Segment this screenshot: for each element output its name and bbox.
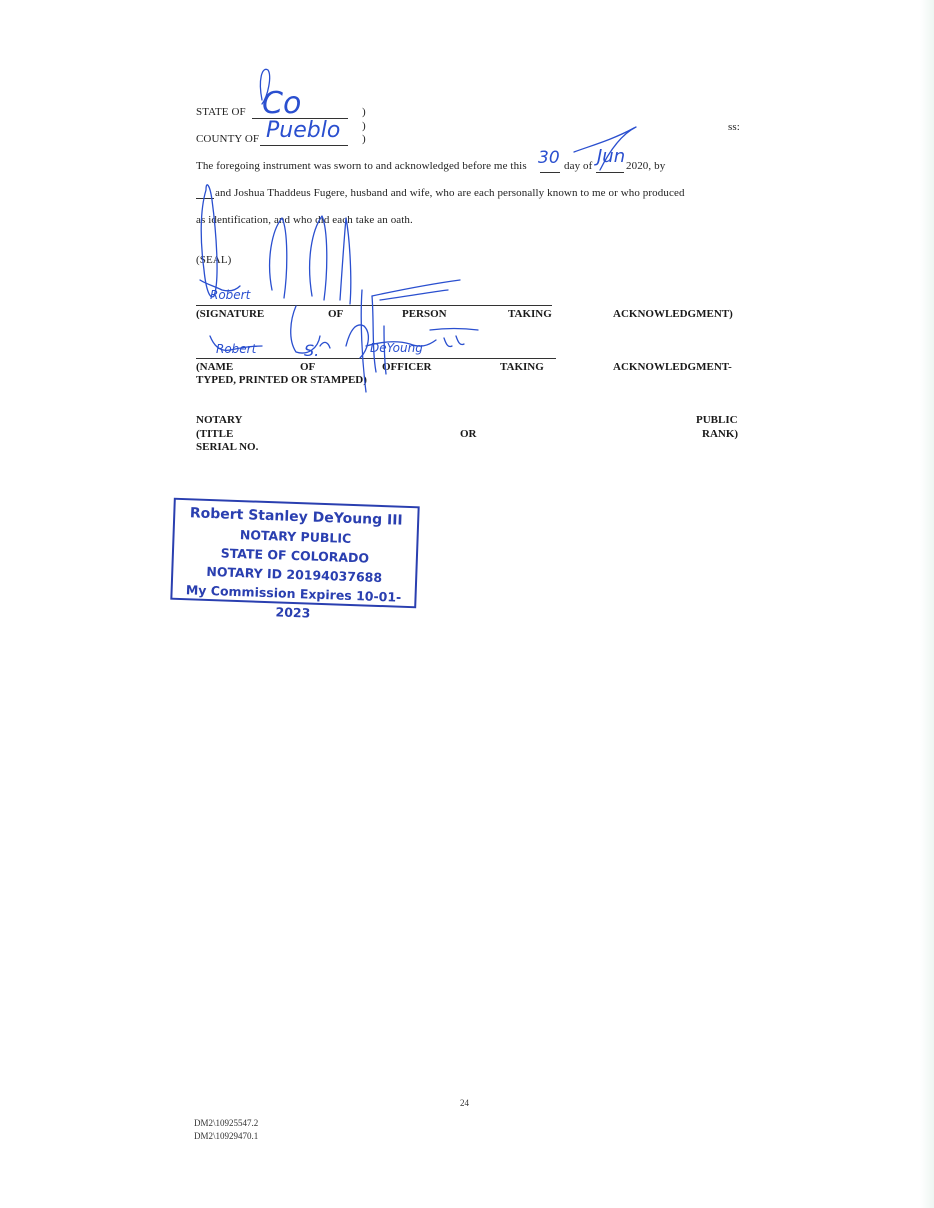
month-handwritten: Jun [597, 146, 626, 167]
ss-label: ss: [728, 121, 740, 133]
doc-id-2: DM2\10929470.1 [194, 1131, 259, 1141]
ack-text-2: and Joshua Thaddeus Fugere, husband and wife, who are each personally known to me or who produced [215, 187, 685, 199]
svg-text:DeYoung: DeYoung [370, 341, 423, 355]
name-caption-line2: TYPED, PRINTED OR STAMPED) [196, 374, 367, 386]
seal-label: (SEAL) [196, 254, 232, 266]
name-caption-5: ACKNOWLEDGMENT- [613, 361, 732, 373]
name-caption-3: OFFICER [382, 361, 432, 373]
stamp-name: Robert Stanley DeYoung III [189, 505, 403, 529]
serial-caption: SERIAL NO. [196, 441, 259, 453]
rank-caption: RANK) [702, 428, 739, 440]
or-caption: OR [460, 428, 477, 440]
sig-caption-4: TAKING [508, 308, 552, 320]
month-line [596, 172, 624, 173]
day-line [540, 172, 560, 173]
officer-name-line [196, 358, 556, 359]
scan-edge [920, 0, 934, 1208]
ack-text-1b: day of [564, 160, 593, 172]
svg-text:Robert: Robert [210, 288, 251, 302]
sig-caption-3: PERSON [402, 308, 447, 320]
county-label: COUNTY OF [196, 133, 260, 145]
svg-text:S.: S. [304, 341, 320, 360]
name-caption-4: TAKING [500, 361, 544, 373]
notary-title-public: PUBLIC [696, 414, 738, 426]
ack-text-1a: The foregoing instrument was sworn to and acknowledged before me this [196, 160, 527, 172]
sig-caption-2: OF [328, 308, 344, 320]
stamp-state: STATE OF COLORADO [220, 545, 370, 566]
sig-caption-1: (SIGNATURE [196, 308, 265, 320]
paren-2: ) [362, 120, 366, 132]
title-caption: (TITLE [196, 428, 234, 440]
stamp-title: NOTARY PUBLIC [239, 527, 352, 546]
state-handwritten: Co [262, 86, 302, 121]
doc-id-1: DM2\10925547.2 [194, 1118, 259, 1128]
signature-line [196, 305, 552, 306]
county-handwritten: Pueblo [266, 118, 341, 143]
ack-text-1c: 2020, by [626, 160, 666, 172]
name-caption-1: (NAME [196, 361, 234, 373]
name-blank-line [196, 198, 214, 199]
state-label: STATE OF [196, 106, 246, 118]
sig-caption-5: ACKNOWLEDGMENT) [613, 308, 733, 320]
svg-text:Robert: Robert [216, 342, 257, 356]
notary-title-notary: NOTARY [196, 414, 243, 426]
stamp-expires: My Commission Expires 10-01-2023 [185, 582, 402, 621]
notary-stamp [170, 498, 419, 621]
page-number: 24 [460, 1098, 469, 1108]
paren-1: ) [362, 106, 366, 118]
stamp-id: NOTARY ID 20194037688 [206, 563, 383, 586]
county-line [260, 145, 348, 146]
day-handwritten: 30 [538, 148, 560, 168]
name-caption-2: OF [300, 361, 316, 373]
paren-3: ) [362, 133, 366, 145]
ack-text-3: as identification, and who did each take an oath. [196, 214, 413, 226]
